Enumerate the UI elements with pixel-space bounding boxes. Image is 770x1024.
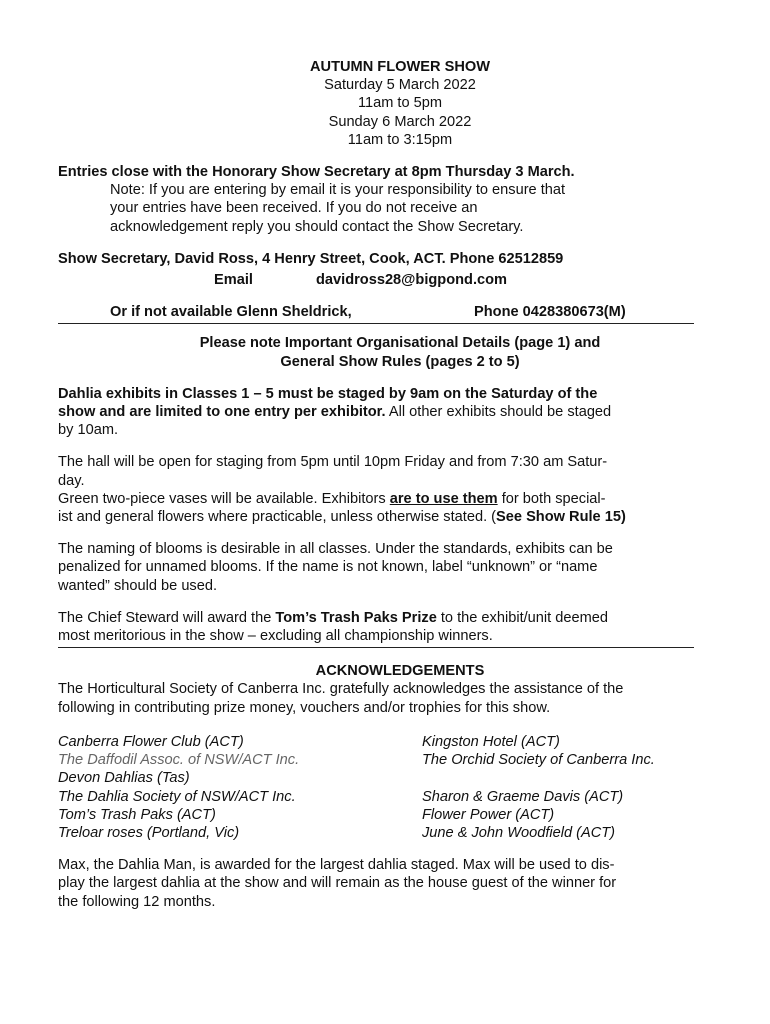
dahlia-limit-text: show and are limited to one entry per exhibitor. [58, 404, 386, 421]
show-time-1: 11am to 5pm [357, 95, 443, 112]
sponsor-list [58, 733, 742, 842]
show-title: AUTUMN FLOWER SHOW [310, 59, 490, 75]
steward-line-1 [58, 609, 742, 627]
sponsor-right-6: June & John Woodfield (ACT) [422, 824, 616, 841]
naming-line-1: The naming of blooms is desirable in all classes. Under the standards, exhibits can be [58, 541, 613, 558]
sponsor-right-5: Flower Power (ACT) [422, 806, 555, 823]
steward-text-b: to the exhibit/unit deemed [436, 609, 608, 626]
alternate-contact-row [58, 303, 742, 321]
sponsor-left-2: The Daffodil Assoc. of NSW/ACT Inc. [58, 752, 300, 769]
max-line-2: play the largest dahlia at the show and will remain as the house guest of the winner for [58, 875, 617, 892]
acknowledgements-section [58, 662, 742, 717]
acknowledgements-title: ACKNOWLEDGEMENTS [315, 663, 485, 680]
entries-section [58, 163, 742, 236]
vases-text-b: for both special- [497, 490, 606, 507]
alternate-contact-name: Or if not available Glenn Sheldrick, [110, 304, 352, 321]
sponsor-right-1: Kingston Hotel (ACT) [422, 733, 560, 750]
show-date-2: Sunday 6 March 2022 [328, 113, 472, 130]
sponsor-right-3 [422, 769, 742, 787]
secretary-line: Show Secretary, David Ross, 4 Henry Street, Cook, ACT. Phone 62512859 [58, 250, 564, 267]
show-date-1: Saturday 5 March 2022 [324, 77, 476, 94]
vases-line-2 [58, 508, 742, 526]
naming-line-2: penalized for unnamed blooms. If the name is not known, label “unknown” or “name [58, 559, 598, 576]
max-line-3: the following 12 months. [58, 893, 216, 910]
steward-text-a: The Chief Steward will award the [58, 609, 276, 626]
entries-note-line-1: Note: If you are entering by email it is your responsibility to ensure that [110, 182, 566, 199]
sponsor-left-1: Canberra Flower Club (ACT) [58, 733, 244, 750]
email-link[interactable]: davidross28@bigpond.com [316, 272, 508, 289]
sponsor-left-6: Treloar roses (Portland, Vic) [58, 824, 240, 841]
vases-text-c: ist and general flowers where practicable, unless otherwise stated. ( [58, 509, 497, 526]
secretary-email-row [58, 271, 742, 289]
sponsor-left-4: The Dahlia Society of NSW/ACT Inc. [58, 788, 296, 805]
notice-line-2: General Show Rules (pages 2 to 5) [280, 353, 520, 370]
secretary-section [58, 250, 742, 325]
entries-note-line-3: acknowledgement reply you should contact the Show Secretary. [110, 218, 524, 235]
acknowledgements-line-2: following in contributing prize money, vouchers and/or trophies for this show. [58, 699, 551, 716]
dahlia-line-3: by 10am. [58, 422, 119, 439]
steward-line-2: most meritorious in the show – excluding all championship winners. [58, 628, 493, 645]
trash-paks-prize: Tom’s Trash Paks Prize [275, 609, 437, 626]
sponsor-left-5: Tom’s Trash Paks (ACT) [58, 806, 216, 823]
naming-paragraph [58, 540, 742, 595]
naming-line-3: wanted” should be used. [58, 577, 218, 594]
dahlia-staging-paragraph [58, 385, 742, 440]
dahlia-other-exhibits: All other exhibits should be staged [385, 404, 612, 421]
show-rule-reference: See Show Rule 15) [496, 509, 626, 526]
dahlia-line-2 [58, 403, 742, 421]
hall-line-2: day. [58, 472, 85, 489]
vases-emphasis: are to use them [389, 490, 498, 507]
sponsor-left-3: Devon Dahlias (Tas) [58, 770, 190, 787]
sponsor-right-2: The Orchid Society of Canberra Inc. [422, 752, 655, 769]
organisational-notice [58, 334, 742, 370]
max-line-1: Max, the Dahlia Man, is awarded for the largest dahlia staged. Max will be used to dis- [58, 857, 615, 874]
hall-staging-paragraph [58, 453, 742, 526]
divider-1 [58, 323, 694, 324]
entries-note-line-2: your entries have been received. If you do not receive an [110, 200, 478, 217]
dahlia-line-1: Dahlia exhibits in Classes 1 – 5 must be staged by 9am on the Saturday of the [58, 385, 598, 402]
show-time-2: 11am to 3:15pm [347, 131, 453, 148]
show-header [58, 58, 742, 149]
vases-line [58, 490, 742, 508]
document-page [58, 58, 742, 911]
entries-note [58, 181, 742, 236]
notice-line-1: Please note Important Organisational Details (page 1) and [199, 335, 601, 352]
sponsor-right-4: Sharon & Graeme Davis (ACT) [422, 788, 624, 805]
steward-paragraph [58, 609, 742, 648]
vases-text-a: Green two-piece vases will be available. Exhibitors [58, 490, 390, 507]
entries-close: Entries close with the Honorary Show Secretary at 8pm Thursday 3 March. [58, 164, 575, 181]
divider-2 [58, 647, 694, 648]
hall-line-1: The hall will be open for staging from 5pm until 10pm Friday and from 7:30 am Satur- [58, 454, 608, 471]
max-dahlia-paragraph [58, 856, 742, 911]
email-label: Email [214, 272, 253, 289]
alternate-contact-phone: Phone 0428380673(M) [474, 304, 626, 321]
acknowledgements-line-1: The Horticultural Society of Canberra Inc. gratefully acknowledges the assistance of the [58, 681, 624, 698]
